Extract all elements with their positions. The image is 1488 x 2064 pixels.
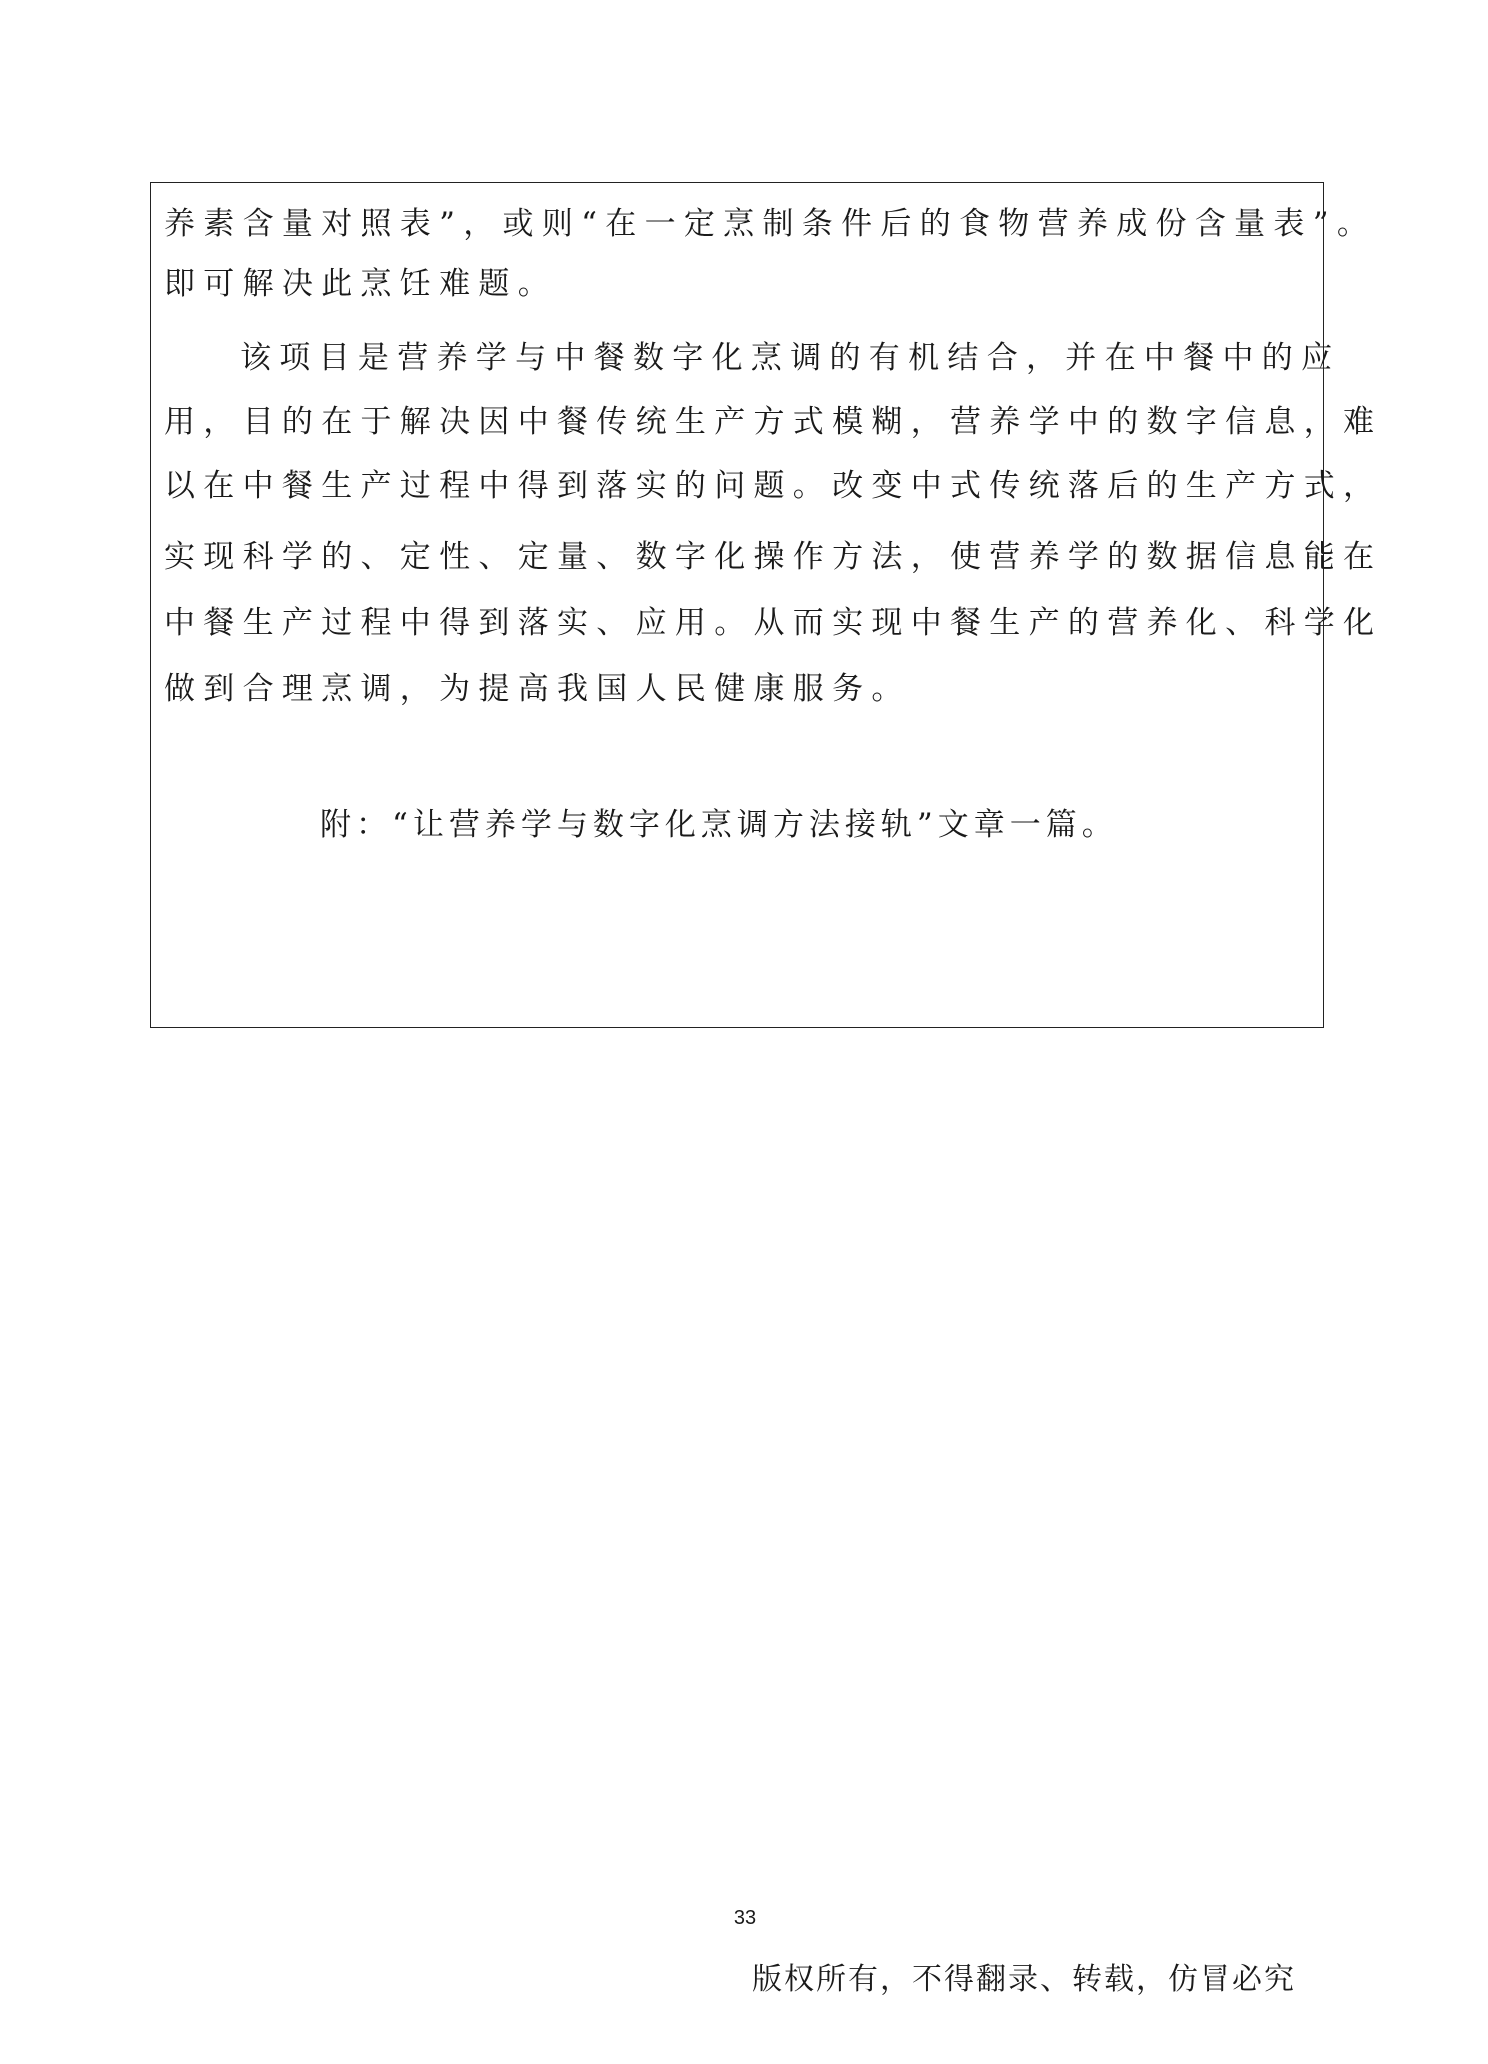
paragraph-2-line-6: 做到合理烹调，为提高我国人民健康服务。: [164, 671, 911, 707]
paragraph-2-line-4: 实现科学的、定性、定量、数字化操作方法，使营养学的数据信息能在: [164, 539, 1383, 575]
paragraph-2-line-2: 用，目的在于解决因中餐传统生产方式模糊，营养学中的数字信息，难: [164, 404, 1383, 440]
paragraph-1-line-2: 即可解决此烹饪难题。: [164, 266, 557, 302]
copyright-notice: 版权所有，不得翻录、转载，仿冒必究: [752, 1962, 1296, 1997]
page-number: 33: [733, 1907, 757, 1929]
paragraph-2-line-5: 中餐生产过程中得到落实、应用。从而实现中餐生产的营养化、科学化: [164, 605, 1383, 641]
paragraph-2-line-1: 该项目是营养学与中餐数字化烹调的有机结合，并在中餐中的应: [240, 340, 1341, 376]
paragraph-2-line-3: 以在中餐生产过程中得到落实的问题。改变中式传统落后的生产方式，: [164, 468, 1383, 504]
attachment-note: 附：“让营养学与数字化烹调方法接轨”文章一篇。: [320, 807, 1118, 843]
paragraph-1-line-1: 养素含量对照表”，或则“在一定烹制条件后的食物营养成份含量表”。: [164, 206, 1377, 242]
